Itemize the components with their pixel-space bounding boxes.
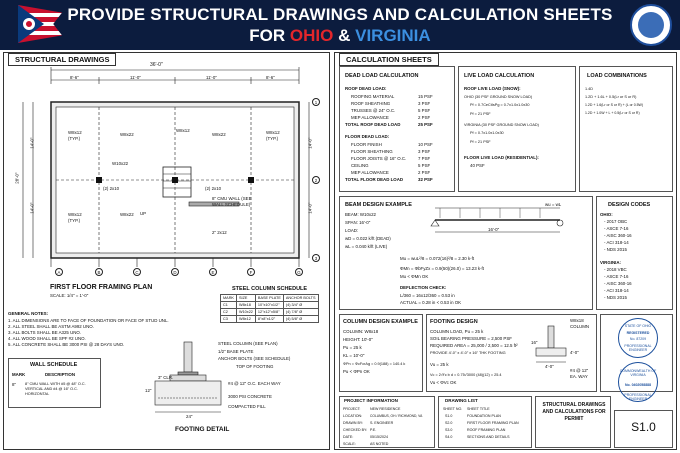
footing-dim: 16"	[531, 340, 538, 345]
footing-dim: 12"	[145, 388, 152, 393]
code-item: - AISC 360-16	[604, 233, 632, 238]
load-value: 3 PSF	[418, 149, 431, 154]
calculation-sheets-tab: CALCULATION SHEETS	[339, 53, 439, 66]
side-dim-3: 14'-0"	[29, 202, 35, 214]
load-item: TRUSSES @ 24" O.C.	[351, 108, 396, 113]
footing-dim: 24"	[186, 414, 193, 419]
note: 2. ALL STEEL SHALL BE ASTM A992 UNO.	[8, 324, 94, 329]
footing-line: COLUMN LOAD, Pu = 25 k	[430, 329, 484, 334]
load-value: 7 PSF	[418, 156, 431, 161]
beam-calc: ACTUAL = 0.28 in < 0.53 in OK	[400, 300, 462, 305]
code-item: - 2018 VBC	[604, 267, 627, 272]
beam-load-label: wu = wL	[545, 202, 562, 207]
joist-label: (2) 2x10	[103, 186, 120, 191]
right-dim-2: 14'-0"	[307, 202, 313, 214]
banner	[0, 0, 680, 50]
plan-title: FIRST FLOOR FRAMING PLAN	[50, 284, 153, 291]
wall-mark: 8"	[12, 382, 17, 387]
sheet-no: S3.0	[445, 428, 453, 432]
steel-schedule-title: STEEL COLUMN SCHEDULE	[232, 286, 308, 292]
wall-schedule-header: DESCRIPTION	[45, 372, 76, 377]
code-item: - AISC 360-16	[604, 281, 632, 286]
load-item: ROOF SHEATHING	[351, 101, 391, 106]
project-value: AS NOTED	[370, 442, 389, 446]
combo: 1.4D	[585, 87, 594, 91]
project-value: S. ENGINEER	[370, 421, 394, 425]
overall-dimension: 36'-0"	[150, 62, 163, 68]
drawing-list-title: DRAWING LIST	[445, 398, 478, 403]
virginia-pe-stamp: COMMONWEALTH OF VIRGINIA No. 0402058888 PROFESSIONAL ENGINEER	[618, 362, 658, 402]
beam-label: W8x22	[120, 132, 134, 137]
note: 4. ALL WOOD SHALL BE SPF #2 UNO.	[8, 336, 86, 341]
sheet-number: S1.0	[631, 420, 656, 434]
dim-4: 8'-6"	[266, 75, 275, 80]
cmu-wall-label: 8" CMU WALL (SEE WALL SCHEDULE)	[212, 196, 252, 208]
beam-line: BEAM: W10x22	[345, 212, 376, 217]
roof-live-heading: ROOF LIVE LOAD (SNOW):	[464, 86, 521, 91]
footing-label: TOP OF FOOTING	[236, 364, 274, 369]
notes-title: GENERAL NOTES:	[8, 311, 49, 316]
beam-calc: ΦMn = ΦbFyZx = 0.9(50)(26.0) = 13.23 k-ft	[400, 266, 484, 271]
dead-load-title: DEAD LOAD CALCULATION	[345, 73, 419, 79]
load-value: 15 PSF	[418, 94, 433, 99]
project-value: 05/15/2024	[370, 435, 388, 439]
live-load-title: LIVE LOAD CALCULATION	[464, 73, 535, 79]
load-value: 10 PSF	[418, 142, 433, 147]
code-item: - ASCE 7-16	[604, 274, 629, 279]
sheet-no: S1.0	[445, 414, 453, 418]
beam-calc: DEFLECTION CHECK:	[400, 285, 447, 290]
dim-1: 8'-6"	[70, 75, 79, 80]
floor-live-value: 40 PSF	[470, 163, 485, 168]
footing-dim: 4'-0"	[545, 364, 554, 369]
column-line: Pu = 25 k	[343, 345, 362, 350]
va-formula: Pf = 0.7x1.0x1.0x30	[470, 131, 504, 135]
footing-line: PROVIDE 4'-0" x 4'-0" x 16" THK FOOTING	[430, 350, 506, 355]
load-item: FLOOR JOISTS @ 16" O.C.	[351, 156, 407, 161]
note: 1. ALL DIMENSIONS ARE TO FACE OF FOUNDATION OR FACE OF STUD UNL.	[8, 318, 169, 323]
footing-line: Vc = 2√f'c b d = 0.75√3000 (48)(12) = 25.4	[430, 373, 502, 377]
joist-label: (2) 2x10	[205, 186, 222, 191]
column-line: COLUMN: W8x18	[343, 329, 379, 334]
beam-line: wD = 0.022 k/ft (DEAD)	[345, 236, 391, 241]
code-item: - ACI 318-14	[604, 288, 629, 293]
structural-drawings-tab: STRUCTURAL DRAWINGS	[8, 53, 116, 66]
floor-dead-heading: FLOOR DEAD LOAD:	[345, 134, 390, 139]
grid-bubble: A	[55, 268, 63, 276]
live-load-box	[458, 66, 576, 192]
footing-line: REQUIRED AREA = 25,000 / 2,500 = 12.5 ft²	[430, 343, 518, 348]
beam-span-label: 16'-0"	[488, 227, 500, 232]
floor-live-heading: FLOOR LIVE LOAD (RESIDENTIAL):	[464, 155, 539, 160]
beam-label: W8x22	[120, 212, 134, 217]
column-line: KL = 10'-0"	[343, 353, 365, 358]
va-result: Pf = 21 PSF	[470, 140, 491, 144]
side-dim-2: 28'-0"	[14, 172, 20, 184]
load-total: TOTAL ROOF DEAD LOAD	[345, 122, 401, 127]
beam-label: W8x22	[212, 132, 226, 137]
sheet-title: FIRST FLOOR FRAMING PLAN	[467, 421, 519, 425]
project-key: PROJECT:	[343, 407, 361, 411]
load-item: FLOOR SHEATHING	[351, 149, 393, 154]
beam-calc: Mu < ΦMn OK	[400, 274, 429, 279]
column-design-title: COLUMN DESIGN EXAMPLE	[343, 319, 418, 325]
load-value: 5 PSF	[418, 108, 431, 113]
ohio-snow: OHIO (30 PSF GROUND SNOW LOAD)	[464, 95, 533, 99]
footing-design-title: FOOTING DESIGN	[430, 319, 478, 325]
project-key: DRAWN BY:	[343, 421, 364, 425]
framing-plan-drawing	[3, 62, 330, 274]
code-item: - ACI 318-14	[604, 240, 629, 245]
side-dim-1: 14'-0"	[29, 137, 35, 149]
beam-label: W8x12 (TYP.)	[68, 130, 82, 142]
beam-calc: L/360 = 16x12/360 = 0.53 in	[400, 293, 455, 298]
banner-title: PROVIDE STRUCTURAL DRAWINGS AND CALCULATION SHEETS	[67, 5, 613, 24]
codes-heading: VIRGINIA:	[600, 260, 621, 265]
load-item: MEP ALLOWANCE	[351, 115, 389, 120]
load-total: TOTAL FLOOR DEAD LOAD	[345, 177, 404, 182]
beam-line: SPAN: 16'-0"	[345, 220, 371, 225]
load-total-value: 25 PSF	[418, 122, 433, 127]
footing-label: STEEL COLUMN (SEE PLAN)	[218, 341, 278, 346]
grid-bubble: B	[95, 268, 103, 276]
project-key: DATE:	[343, 435, 354, 439]
drawing-list-header: SHEET TITLE	[467, 407, 490, 411]
load-item: ROOFING MATERIAL	[351, 94, 395, 99]
va-snow: VIRGINIA (30 PSF GROUND SNOW LOAD)	[464, 123, 539, 127]
grid-bubble: F	[247, 268, 255, 276]
footing-dim: 4'-0"	[570, 350, 579, 355]
project-key: SCALE:	[343, 442, 356, 446]
grid-bubble: E	[209, 268, 217, 276]
ohio-result: Pf = 21 PSF	[470, 112, 491, 116]
beam-design-title: BEAM DESIGN EXAMPLE	[345, 202, 412, 208]
load-value: 5 PSF	[418, 163, 431, 168]
note: 5. ALL CONCRETE SHALL BE 3000 PSI @ 28 DAYS UNO.	[8, 342, 125, 347]
load-combinations-box	[579, 66, 673, 192]
combo: 1.2D + 1.6L + 0.5(Lr or S or R)	[585, 95, 637, 99]
footing-dim: 3" CLR.	[158, 375, 174, 380]
load-value: 3 PSF	[418, 101, 431, 106]
sheet-no: S2.0	[445, 421, 453, 425]
grid-bubble: D	[171, 268, 179, 276]
steel-column-schedule: MARK SIZE BASE PLATE ANCHOR BOLTS C1 W8x18 10"x10"x1/2" (4) 3/4" Ø C2 W10x22 12"x12"x5/8" (4) 7/8" Ø C3 W8x12 8"x8"x1/2" (4) 5/8" Ø	[220, 294, 319, 323]
title-block-text: STRUCTURAL DRAWINGS AND CALCULATIONS FOR PERMIT	[542, 402, 606, 422]
code-item: - NDS 2015	[604, 295, 627, 300]
load-value: 2 PSF	[418, 115, 431, 120]
sheet-title: SECTIONS AND DETAILS	[467, 435, 510, 439]
plan-scale: SCALE: 1/4" = 1'-0"	[50, 293, 89, 298]
sheet-title: FOUNDATION PLAN	[467, 414, 501, 418]
project-info-title: PROJECT INFORMATION	[344, 398, 398, 403]
load-total-value: 32 PSF	[418, 177, 433, 182]
codes-heading: OHIO:	[600, 212, 613, 217]
grid-bubble: 1	[312, 98, 320, 106]
footing-label: 1/2" BASE PLATE	[218, 349, 254, 354]
footing-col-label: W8x18 COLUMN	[570, 318, 590, 330]
footing-detail-title: FOOTING DETAIL	[175, 426, 230, 433]
load-item: CEILING	[351, 163, 369, 168]
beam-label: W8x12 (TYP.)	[68, 212, 82, 224]
column-line: ΦPn = ΦcFcrAg = 0.9(188) = 140.4 k	[343, 362, 406, 366]
beam-line: LOAD:	[345, 228, 359, 233]
grid-bubble: 2	[312, 176, 320, 184]
beam-diagram	[420, 200, 590, 240]
footing-dim: #4 @ 12" EA. WAY	[570, 368, 589, 380]
footing-line: Vu = 25 k	[430, 362, 449, 367]
combo: 1.2D + 1.0W + L + 0.5(Lr or S or R)	[585, 111, 640, 115]
column-line: Pu < ΦPn OK	[343, 369, 370, 374]
roof-dead-heading: ROOF DEAD LOAD:	[345, 86, 387, 91]
grid-bubble: 3	[312, 254, 320, 262]
wall-description: 8" CMU WALL WITH #5 @ 48" O.C. VERTICAL AND #4 @ 16" O.C. HORIZONTAL	[25, 382, 86, 396]
drawing-list-header: SHEET NO.	[443, 407, 463, 411]
note: 3. ALL BOLTS SHALL BE A325 UNO.	[8, 330, 82, 335]
footing-label: COMPACTED FILL	[228, 404, 266, 409]
load-item: MEP ALLOWANCE	[351, 170, 389, 175]
load-value: 2 PSF	[418, 170, 431, 175]
beam-label: W10x22	[112, 161, 129, 166]
footing-line: Vu < ΦVc OK	[430, 380, 457, 385]
virginia-seal-icon	[630, 4, 672, 46]
beam-label: W8x12 (TYP.)	[266, 130, 280, 142]
beam-label: W8x12	[176, 128, 190, 133]
project-value: NEW RESIDENCE	[370, 407, 401, 411]
load-combinations-title: LOAD COMBINATIONS	[587, 73, 647, 79]
project-key: CHECKED BY:	[343, 428, 368, 432]
footing-line: SOIL BEARING PRESSURE = 2,500 PSF	[430, 336, 512, 341]
wall-schedule-title: WALL SCHEDULE	[30, 362, 78, 368]
project-value: P.E.	[370, 428, 377, 432]
banner-subtitle: FOR OHIO & VIRGINIA	[249, 26, 431, 45]
stair-up-label: UP	[140, 211, 147, 216]
sheet-no: S4.0	[445, 435, 453, 439]
design-codes-title: DESIGN CODES	[608, 202, 651, 208]
footing-label: ANCHOR BOLTS (SEE SCHEDULE)	[218, 356, 291, 361]
dim-3: 11'-0"	[206, 75, 217, 80]
joist-label: 2" 2x12	[212, 230, 227, 235]
beam-line: wL = 0.040 k/ft (LIVE)	[345, 244, 388, 249]
right-dim-1: 14'-0"	[307, 137, 313, 149]
column-line: HEIGHT: 10'-0"	[343, 337, 373, 342]
code-item: - NDS 2015	[604, 247, 627, 252]
code-item: - ASCE 7-16	[604, 226, 629, 231]
sheet-title: ROOF FRAMING PLAN	[467, 428, 506, 432]
ohio-formula: Pf = 0.7CeCtIsPg = 0.7x1.0x1.0x30	[470, 103, 530, 107]
project-value: COLUMBUS, OH / RICHMOND, VA	[370, 414, 423, 418]
grid-bubble: G	[295, 268, 303, 276]
dim-2: 11'-0"	[130, 75, 141, 80]
project-key: LOCATION:	[343, 414, 363, 418]
grid-bubble: C	[133, 268, 141, 276]
combo: 1.2D + 1.6(Lr or S or R) + (L or 0.5W)	[585, 103, 644, 107]
load-item: FLOOR FINISH	[351, 142, 382, 147]
ohio-pe-stamp: STATE OF OHIO REGISTERED No. 87209 PROFESSIONAL ENGINEER	[618, 318, 658, 358]
code-item: - 2017 OBC	[604, 219, 628, 224]
wall-schedule-header: MARK	[12, 372, 26, 377]
footing-label: #4 @ 12" O.C. EACH WAY	[228, 381, 281, 386]
footing-label: 3000 PSI CONCRETE	[228, 394, 272, 399]
beam-calc: Mu = wuL²/8 = 0.072(16)²/8 = 2.30 k-ft	[400, 256, 475, 261]
